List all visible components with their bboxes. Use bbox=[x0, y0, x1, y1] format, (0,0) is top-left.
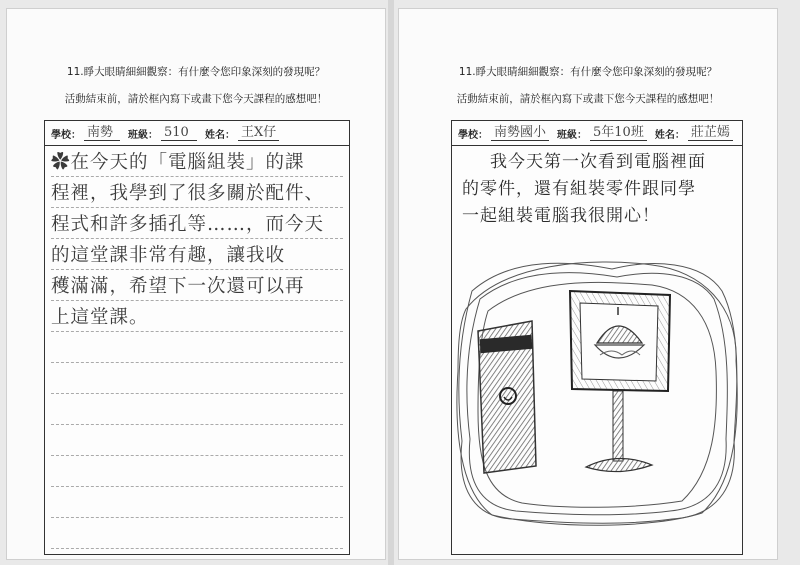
school-label: 學校： bbox=[458, 130, 488, 141]
handwritten-response bbox=[462, 149, 732, 230]
name-value: 莊芷嫣 bbox=[688, 121, 733, 141]
name-value: 王X仔 bbox=[238, 121, 279, 141]
school-label: 學校： bbox=[51, 130, 81, 141]
name-label: 姓名： bbox=[205, 130, 235, 141]
monitor-icon bbox=[570, 291, 670, 472]
writing-line bbox=[51, 363, 343, 394]
left-worksheet bbox=[6, 8, 386, 560]
response-line: 的零件，還有組裝零件跟同學 bbox=[462, 179, 696, 199]
name-label: 姓名： bbox=[654, 130, 685, 141]
computer-drawing bbox=[452, 251, 742, 531]
writing-line bbox=[51, 425, 343, 456]
writing-line: 穫滿滿，希望下一次還可以再 bbox=[51, 270, 343, 301]
school-value: 南勢國小 bbox=[491, 121, 549, 141]
writing-line bbox=[51, 394, 343, 425]
school-value: 南勢 bbox=[84, 121, 120, 141]
writing-line bbox=[51, 456, 343, 487]
question-text: 11.睜大眼睛細細觀察：有什麼令您印象深刻的發現呢？ bbox=[458, 66, 718, 78]
writing-lines bbox=[51, 146, 343, 549]
right-worksheet bbox=[398, 8, 778, 560]
info-header bbox=[45, 121, 349, 146]
response-box bbox=[44, 120, 350, 555]
response-line: 一起組裝電腦我很開心！ bbox=[462, 206, 660, 226]
question-text: 11.睜大眼睛細細觀察：有什麼令您印象深刻的發現呢？ bbox=[66, 66, 326, 78]
instruction-text: 活動結束前，請於框內寫下或畫下您今天課程的感想吧！ bbox=[64, 93, 328, 105]
writing-line bbox=[51, 332, 343, 363]
writing-line: 程式和許多插孔等……，而今天 bbox=[51, 208, 343, 239]
class-label: 班級： bbox=[128, 130, 158, 141]
instruction-text: 活動結束前，請於框內寫下或畫下您今天課程的感想吧！ bbox=[456, 93, 720, 105]
response-box bbox=[451, 120, 743, 555]
class-value: 5年10班 bbox=[590, 121, 647, 141]
class-value: 510 bbox=[161, 125, 197, 141]
writing-line: 程裡，我學到了很多關於配件、 bbox=[51, 177, 343, 208]
info-header bbox=[452, 121, 742, 146]
class-label: 班級： bbox=[557, 130, 588, 141]
writing-line: 上這堂課。 bbox=[51, 301, 343, 332]
writing-line bbox=[51, 487, 343, 518]
writing-line: ✿在今天的「電腦組裝」的課 bbox=[51, 146, 343, 177]
computer-tower-icon bbox=[478, 321, 536, 473]
response-line: 我今天第一次看到電腦裡面 bbox=[490, 152, 706, 172]
writing-line bbox=[51, 518, 343, 549]
page-fold bbox=[388, 0, 394, 565]
writing-line: 的這堂課非常有趣，讓我收 bbox=[51, 239, 343, 270]
